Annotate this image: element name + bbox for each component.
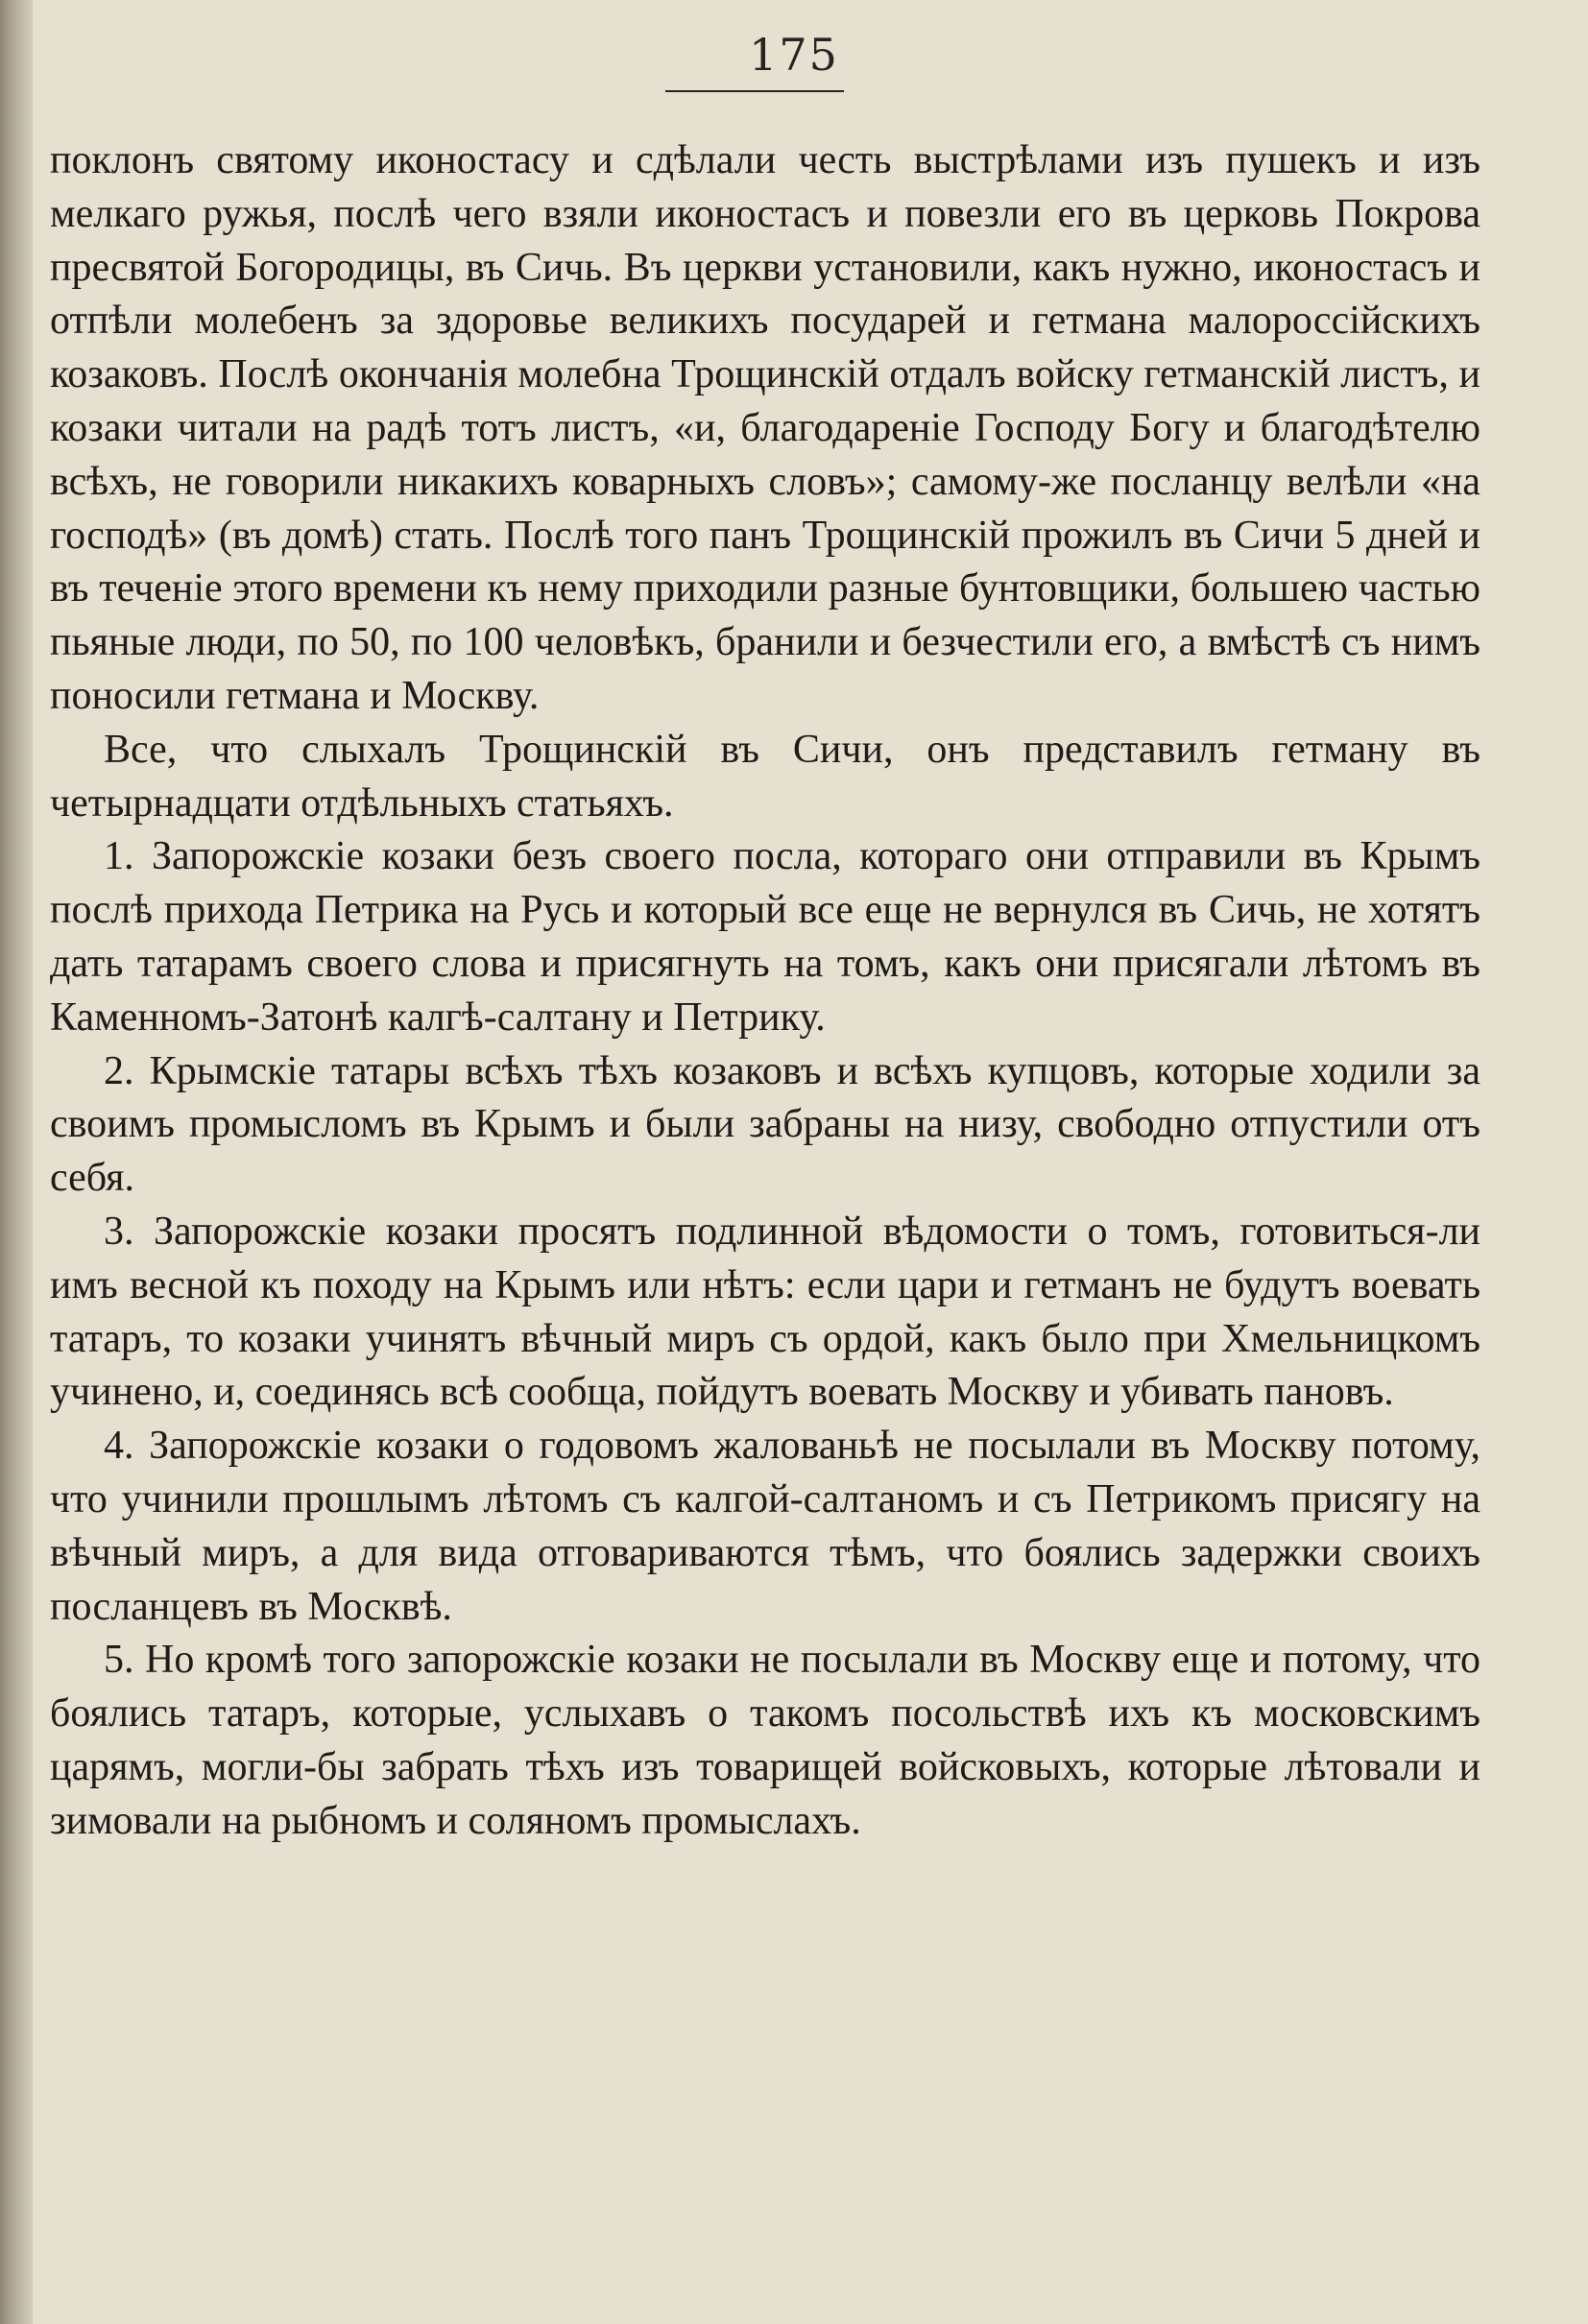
body-text xyxy=(50,134,1480,1849)
paragraph-intro: Все, что слыхалъ Трощинскій въ Сичи, онъ представилъ гетману въ четырнадцати отдѣльныхъ статьяхъ. xyxy=(50,727,1480,826)
paragraph-continuation: поклонъ святому иконостасу и сдѣлали честь выстрѣлами изъ пушекъ и изъ мелкаго ружья, послѣ чего взяли иконостасъ и повезли его въ церковь Покрова пресвятой Богородицы, въ Сичь. Въ церкви установили, какъ нужно, иконостасъ и отпѣли молебенъ за здоровье великихъ посударей и гетмана малороссійскихъ козаковъ. Послѣ окончанія молебна Трощинскій отдалъ войску гетманскій листъ, и козаки читали на радѣ тотъ листъ, «и, благодареніе Господу Богу и благодѣтелю всѣхъ, не говорили никакихъ коварныхъ словъ»; самому-же посланцу велѣли «на господѣ» (въ домѣ) стать. Послѣ того панъ Трощинскій прожилъ въ Сичи 5 дней и въ теченіе этого времени къ нему приходили разные бунтовщики, большею частью пьяные люди, по 50, по 100 человѣкъ, бранили и безчестили его, а вмѣстѣ съ нимъ поносили гетмана и Москву. xyxy=(50,138,1480,718)
page-number-rule xyxy=(665,90,844,92)
article-2: 2. Крымскіе татары всѣхъ тѣхъ козаковъ и всѣхъ купцовъ, которые ходили за своимъ промысломъ въ Крымъ и были забраны на низу, свободно отпустили отъ себя. xyxy=(50,1048,1480,1201)
page-number: 175 xyxy=(749,29,839,81)
article-5: 5. Но кромѣ того запорожскіе козаки не посылали въ Москву еще и потому, что боялись татаръ, которые, услыхавъ о такомъ посольствѣ ихъ къ московскимъ царямъ, могли-бы забрать тѣхъ изъ товарищей войсковыхъ, которые лѣтовали и зимовали на рыбномъ и соляномъ промыслахъ. xyxy=(50,1638,1480,1843)
article-3: 3. Запорожскіе козаки просятъ подлинной вѣдомости о томъ, готовиться-ли имъ весной къ походу на Крымъ или нѣтъ: если цари и гетманъ не будутъ воевать татаръ, то козаки учинятъ вѣчный миръ съ ордой, какъ было при Хмельницкомъ учинено, и, соединясь всѣ сообща, пойдутъ воевать Москву и убивать пановъ. xyxy=(50,1209,1480,1415)
article-1: 1. Запорожскіе козаки безъ своего посла, котораго они отправили въ Крымъ послѣ прихода Петрика на Русь и который все еще не вернулся въ Сичь, не хотятъ дать татарамъ своего слова и присягнуть на томъ, какъ они присягали лѣтомъ въ Каменномъ-Затонѣ калгѣ-салтану и Петрику. xyxy=(50,834,1480,1040)
page-binding-edge xyxy=(0,0,33,2324)
article-4: 4. Запорожскіе козаки о годовомъ жалованьѣ не посылали въ Москву потому, что учинили прошлымъ лѣтомъ съ калгой-салтаномъ и съ Петрикомъ присягу на вѣчный миръ, а для вида отговариваются тѣмъ, что боялись задержки своихъ посланцевъ въ Москвѣ. xyxy=(50,1424,1480,1629)
